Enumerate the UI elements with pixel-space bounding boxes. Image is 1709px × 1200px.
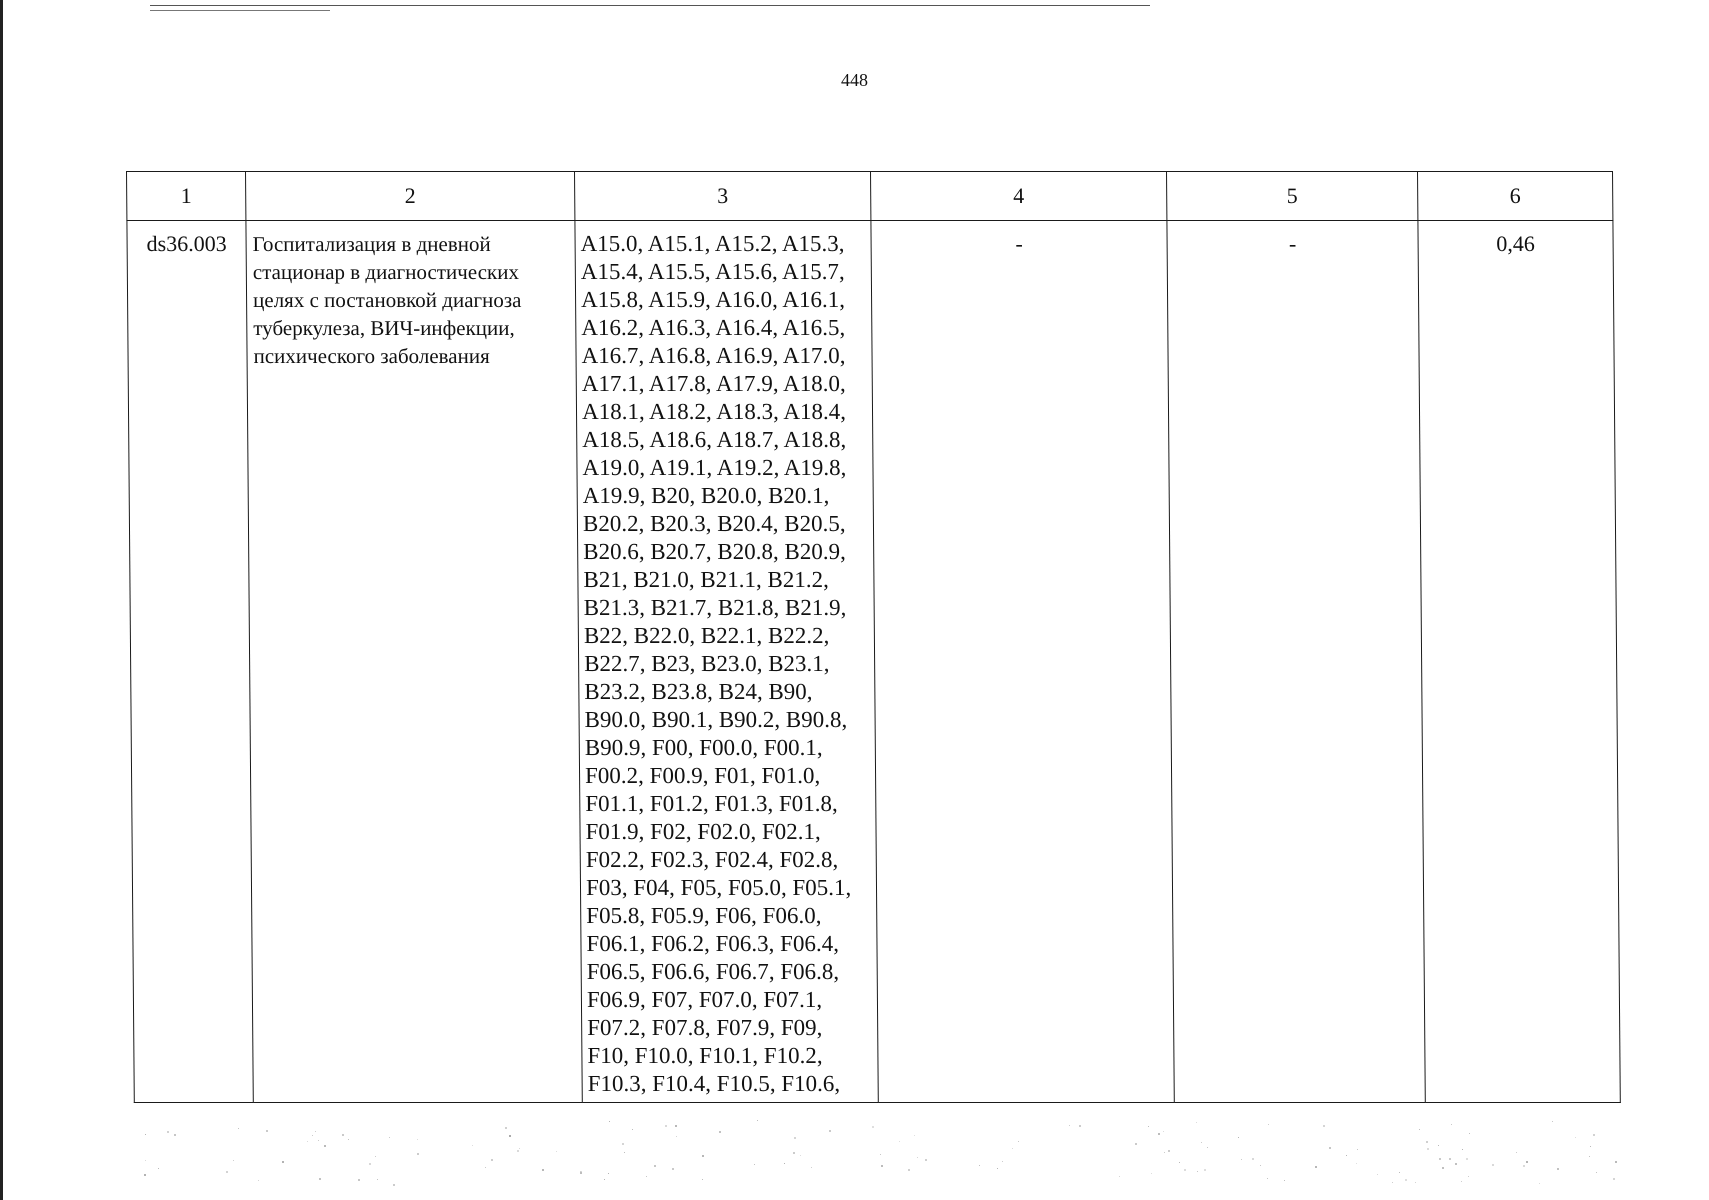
scan-speck <box>676 1136 677 1137</box>
diagnosis-code-line: A15.0, A15.1, A15.2, A15.3, <box>580 231 845 256</box>
row-diagnosis-codes-cell <box>575 221 878 1103</box>
column-header-2: 2 <box>246 172 575 221</box>
scan-speck <box>1241 1159 1242 1160</box>
diagnosis-code-line: B90.0, B90.1, B90.2, B90.8, <box>584 707 848 732</box>
scan-speck <box>1252 1158 1254 1160</box>
scan-speck <box>1012 1148 1013 1149</box>
scan-speck <box>702 1155 704 1157</box>
diagnosis-code-line: B21.3, B21.7, B21.8, B21.9, <box>583 595 847 620</box>
scan-speck <box>158 1168 159 1169</box>
scan-speck <box>624 1152 625 1153</box>
scan-speck <box>318 1140 319 1141</box>
diagnosis-code-line: F01.9, F02, F02.0, F02.1, <box>585 819 821 844</box>
scan-speck <box>1466 1158 1468 1160</box>
column-header-5: 5 <box>1167 172 1418 221</box>
scan-speck <box>757 1120 758 1121</box>
scan-speck <box>1596 1172 1597 1173</box>
row-name-line: целях с постановкой диагноза <box>252 288 522 312</box>
row-name-line: туберкулеза, ВИЧ-инфекции, <box>253 316 515 340</box>
page-number: 448 <box>841 70 868 90</box>
scan-speck <box>908 1169 910 1171</box>
scan-speck <box>1197 1171 1198 1172</box>
scan-speck <box>1427 1148 1429 1150</box>
row-name-line: стационар в диагностических <box>252 260 520 284</box>
scan-speck <box>358 1179 360 1181</box>
scan-speck <box>282 1161 284 1163</box>
scan-speck <box>1148 1126 1149 1127</box>
scan-speck <box>1392 1182 1393 1183</box>
scan-speck <box>608 1173 609 1174</box>
column-header-6: 6 <box>1418 172 1613 221</box>
diagnosis-code-line: F06.1, F06.2, F06.3, F06.4, <box>586 931 839 956</box>
diagnosis-code-line: F05.8, F05.9, F06, F06.0, <box>586 903 822 928</box>
scan-speck <box>1516 1152 1517 1153</box>
scan-speck <box>1268 1124 1269 1125</box>
scan-speck <box>872 1126 874 1128</box>
scan-speck <box>925 1159 927 1161</box>
scan-speck <box>1164 1152 1165 1153</box>
row-name-cell <box>246 221 582 1103</box>
diagnosis-code-line: F03, F04, F05, F05.0, F05.1, <box>585 875 852 900</box>
scan-speck <box>784 1163 785 1164</box>
scan-speck <box>646 1176 647 1177</box>
scan-speck <box>369 1163 371 1165</box>
scan-speck <box>315 1131 316 1132</box>
scan-speck <box>914 1135 915 1136</box>
scan-speck <box>1590 1146 1591 1147</box>
scan-speck <box>312 1135 313 1136</box>
scan-speck <box>1357 1149 1358 1150</box>
scan-speck <box>167 1131 169 1133</box>
scan-speck <box>1575 1137 1576 1138</box>
table-header-row <box>127 172 1613 221</box>
scan-speck <box>665 1125 667 1127</box>
scan-speck <box>800 1155 801 1156</box>
scan-speck <box>880 1154 881 1155</box>
scan-speck <box>324 1145 326 1147</box>
row-name-line: психического заболевания <box>253 344 490 368</box>
scan-speck <box>144 1174 146 1176</box>
diagnosis-code-line: A15.8, A15.9, A16.0, A16.1, <box>580 287 846 312</box>
scan-speck <box>393 1184 395 1186</box>
scan-speck <box>266 1130 268 1132</box>
scan-speck <box>1523 1165 1525 1167</box>
diagnosis-code-line: F02.2, F02.3, F02.4, F02.8, <box>585 847 839 872</box>
scan-speck <box>258 1180 259 1181</box>
scan-speck <box>542 1169 544 1171</box>
diagnosis-code-line: F06.9, F07, F07.0, F07.1, <box>586 987 823 1012</box>
scan-speck <box>1439 1158 1441 1160</box>
diagnosis-code-line: B90.9, F00, F00.0, F00.1, <box>584 735 823 760</box>
scan-speck <box>1449 1158 1451 1160</box>
scan-speck <box>307 1141 308 1142</box>
diagnosis-code-line: A18.1, A18.2, A18.3, A18.4, <box>581 399 847 424</box>
scan-speck <box>491 1159 493 1161</box>
scan-speck <box>1079 1125 1081 1127</box>
scan-speck <box>1377 1174 1378 1175</box>
scan-speck <box>472 1145 473 1146</box>
scan-speck <box>1135 1143 1137 1145</box>
scan-speck <box>675 1125 677 1127</box>
row-name-lines <box>252 230 571 370</box>
scan-speck <box>1419 1129 1420 1130</box>
scan-speck <box>1615 1161 1617 1163</box>
document-table <box>126 171 1621 1103</box>
scan-speck <box>609 1121 610 1122</box>
scan-speck <box>1315 1166 1317 1168</box>
scan-speck <box>1613 1178 1615 1180</box>
scan-speck <box>979 1165 980 1166</box>
diagnosis-code-line: F01.1, F01.2, F01.3, F01.8, <box>585 791 838 816</box>
scan-speck <box>1329 1147 1331 1149</box>
scan-speck <box>1461 1181 1462 1182</box>
column-header-3: 3 <box>575 172 871 221</box>
scan-speck <box>1469 1133 1470 1134</box>
diagnosis-code-line: B21, B21.0, B21.1, B21.2, <box>583 567 829 592</box>
scan-speck <box>899 1141 900 1142</box>
scan-speck <box>1539 1183 1540 1184</box>
diagnosis-code-line: F10, F10.0, F10.1, F10.2, <box>587 1043 823 1068</box>
row-col4-cell: - <box>871 221 1174 1103</box>
scan-speck <box>226 1171 228 1173</box>
scan-speck <box>1557 1168 1559 1170</box>
scan-speck <box>1346 1155 1347 1156</box>
row-coefficient-cell: 0,46 <box>1418 221 1620 1103</box>
scan-speck <box>319 1178 321 1180</box>
scan-speck <box>1462 1149 1463 1150</box>
scan-speck <box>1168 1150 1170 1152</box>
scan-speck <box>1163 1131 1164 1132</box>
diagnosis-code-line: A15.4, A15.5, A15.6, A15.7, <box>580 259 845 284</box>
scan-speck <box>881 1165 883 1167</box>
diagnosis-code-line: F06.5, F06.6, F06.7, F06.8, <box>586 959 840 984</box>
scan-speck <box>1589 1156 1590 1157</box>
table-row <box>127 221 1620 1103</box>
scan-speck <box>997 1168 998 1169</box>
scan-speck <box>654 1165 656 1167</box>
scan-speck <box>754 1164 755 1165</box>
row-col5-cell: - <box>1167 221 1425 1103</box>
scan-speck <box>145 1160 146 1161</box>
scan-speck <box>238 1128 239 1129</box>
scan-speck <box>1002 1161 1003 1162</box>
scan-speck <box>1593 1134 1595 1136</box>
scan-speck <box>1158 1133 1160 1135</box>
scan-top-rule <box>150 10 330 11</box>
scan-speck <box>1438 1145 1439 1146</box>
scan-speck <box>632 1129 633 1130</box>
scan-speck <box>1238 1137 1239 1138</box>
scan-speck <box>1426 1141 1428 1143</box>
diagnosis-code-line: B20.2, B20.3, B20.4, B20.5, <box>582 511 846 536</box>
scan-speck <box>1260 1165 1261 1166</box>
scan-speck <box>417 1153 419 1155</box>
scan-speck <box>1468 1176 1469 1177</box>
scan-speck <box>505 1127 507 1129</box>
scan-speck <box>389 1137 390 1138</box>
scan-speck <box>233 1160 234 1161</box>
scan-speck <box>348 1139 349 1140</box>
scan-speck <box>793 1152 795 1154</box>
scan-speck <box>375 1156 376 1157</box>
scan-speck <box>1526 1161 1528 1163</box>
row-name-line: Госпитализация в дневной <box>252 232 491 256</box>
scan-speck <box>1442 1167 1444 1169</box>
scan-speck <box>1196 1122 1197 1123</box>
diagnosis-code-line: A18.5, A18.6, A18.7, A18.8, <box>582 427 847 452</box>
scan-speck <box>829 1130 831 1132</box>
diagnosis-code-line: A19.0, A19.1, A19.2, A19.8, <box>582 455 847 480</box>
scan-speck <box>1179 1162 1180 1163</box>
scan-speck <box>174 1134 176 1136</box>
scan-speck <box>1069 1125 1070 1126</box>
scan-speck <box>1119 1176 1120 1177</box>
scan-speck <box>622 1143 624 1145</box>
scan-speck <box>1451 1124 1452 1125</box>
scan-speck <box>719 1131 721 1133</box>
scan-speck <box>1207 1147 1208 1148</box>
scan-speck <box>580 1172 582 1174</box>
diagnosis-code-line: B22.7, B23, B23.0, B23.1, <box>584 651 830 676</box>
scan-speck <box>1323 1125 1325 1127</box>
scan-speck <box>794 1137 796 1139</box>
diagnosis-code-line: A16.7, A16.8, A16.9, A17.0, <box>581 343 846 368</box>
scan-speck <box>417 1139 418 1140</box>
scan-speck <box>517 1150 519 1152</box>
column-header-4: 4 <box>871 172 1167 221</box>
scan-speck <box>1018 1141 1019 1142</box>
scan-speck <box>672 1168 674 1170</box>
diagnosis-code-line: B22, B22.0, B22.1, B22.2, <box>583 623 830 648</box>
diagnosis-code-line: A16.2, A16.3, A16.4, A16.5, <box>581 315 846 340</box>
diagnosis-code-line: A19.9, B20, B20.0, B20.1, <box>582 483 830 508</box>
scan-speck <box>1405 1179 1407 1181</box>
scan-speck <box>1399 1172 1400 1173</box>
scan-speck <box>1184 1169 1186 1171</box>
scan-speck <box>1284 1180 1285 1181</box>
scan-speck <box>485 1167 486 1168</box>
scan-speck <box>556 1151 557 1152</box>
scan-speck <box>1455 1163 1457 1165</box>
scan-speck <box>604 1179 605 1180</box>
scan-speck <box>342 1134 344 1136</box>
scan-speck <box>1492 1164 1494 1166</box>
scan-speck <box>1415 1182 1416 1183</box>
diagnosis-code-line: B23.2, B23.8, B24, B90, <box>584 679 813 704</box>
diagnosis-code-line: A17.1, A17.8, A17.9, A18.0, <box>581 371 846 396</box>
scan-edge <box>0 0 3 1200</box>
row-code-cell: ds36.003 <box>127 221 253 1103</box>
scan-speck <box>377 1179 378 1180</box>
scan-top-rule <box>150 5 1150 6</box>
scan-speck <box>1201 1142 1202 1143</box>
diagnosis-code-line: F00.2, F00.9, F01, F01.0, <box>584 763 821 788</box>
scan-speck <box>509 1135 511 1137</box>
diagnosis-code-line: B20.6, B20.7, B20.8, B20.9, <box>583 539 846 564</box>
scan-speck <box>1151 1173 1152 1174</box>
scan-speck <box>1204 1169 1206 1171</box>
diagnosis-code-line: F10.3, F10.4, F10.5, F10.6, <box>587 1071 841 1096</box>
scan-speck <box>1356 1163 1357 1164</box>
scan-speck <box>519 1148 520 1149</box>
scan-noise <box>140 1120 1640 1190</box>
scan-speck <box>811 1167 812 1168</box>
scan-speck <box>1552 1121 1553 1122</box>
scan-speck <box>702 1179 703 1180</box>
scan-speck <box>145 1134 146 1135</box>
scan-speck <box>1267 1178 1268 1179</box>
diagnosis-code-list <box>580 230 875 1098</box>
scan-speck <box>917 1157 918 1158</box>
column-header-1: 1 <box>127 172 246 221</box>
diagnosis-code-line: F07.2, F07.8, F07.9, F09, <box>587 1015 823 1040</box>
